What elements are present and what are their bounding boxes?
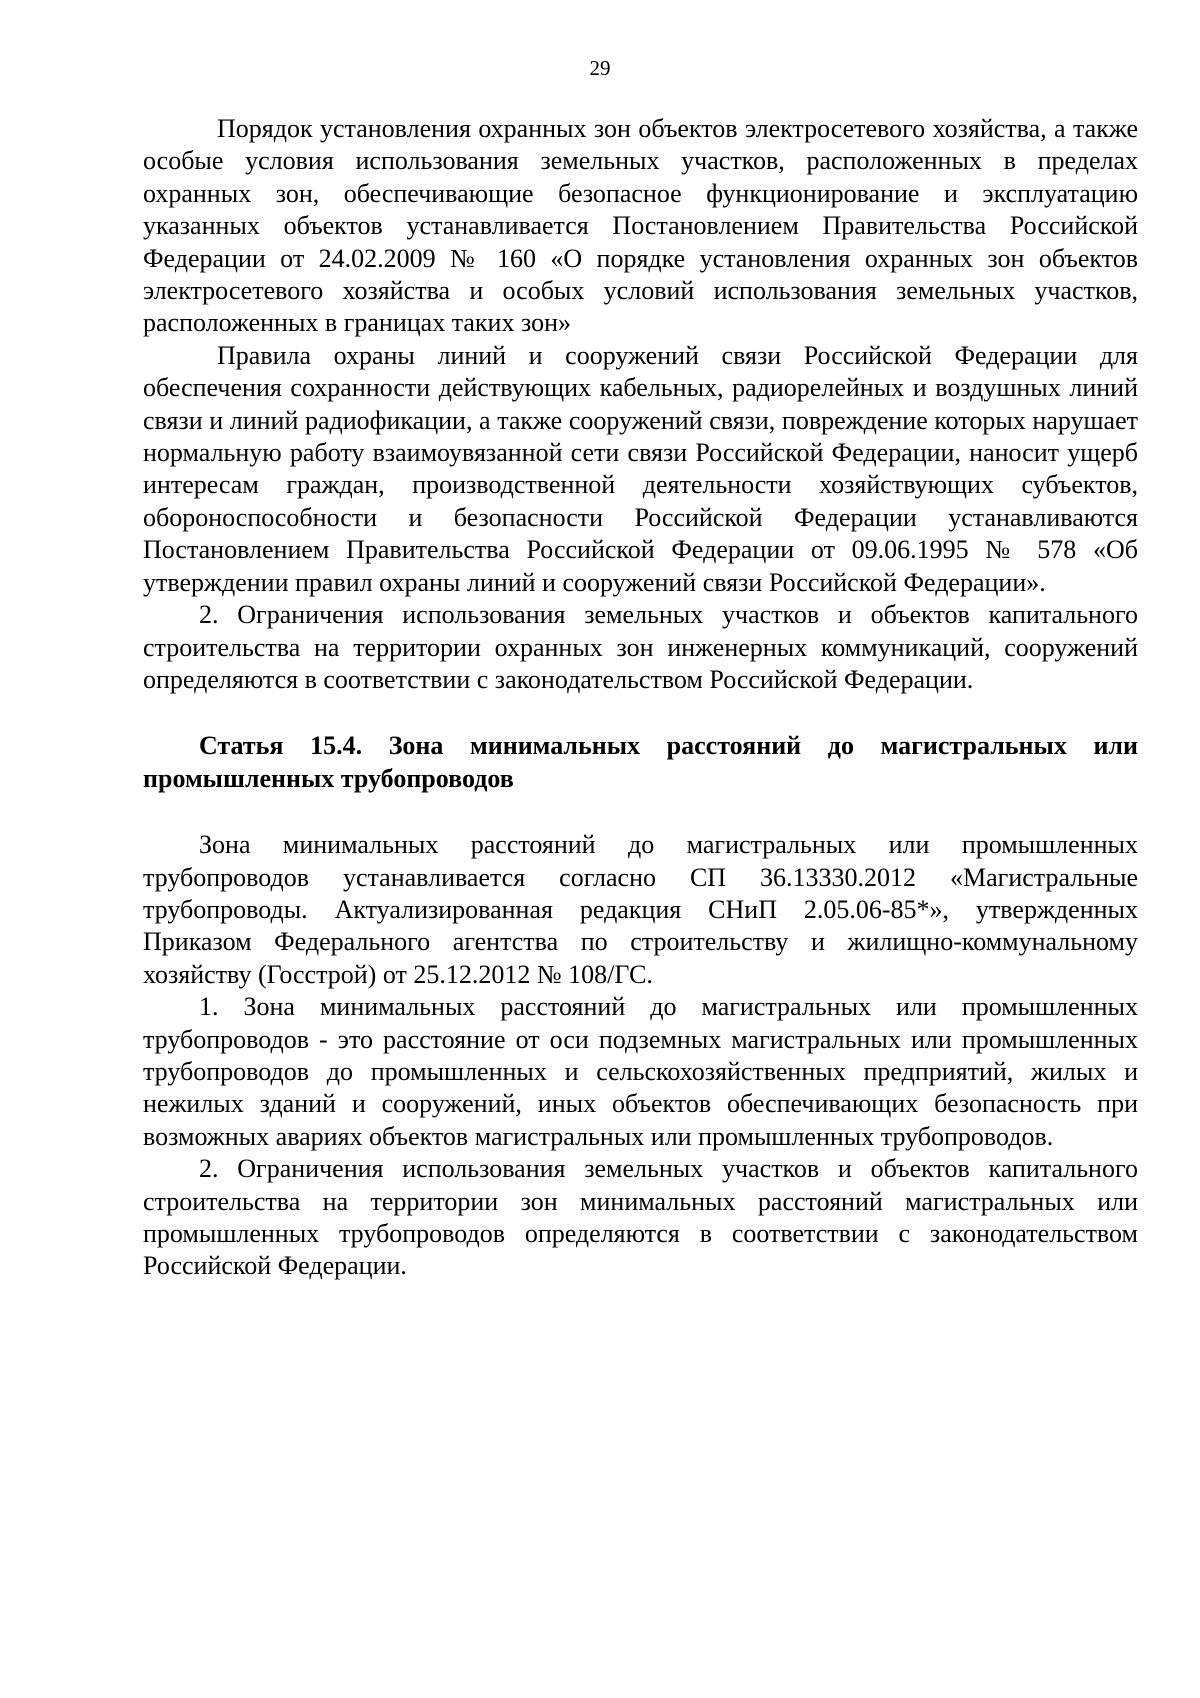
paragraph-communication-lines: Правила охраны линий и сооружений связи Российской Федерации для обеспечения сохранности действующих кабельных, радиорелейных и воздушных линий связи и линий радиофикации, а также сооружений связи, повреждение которых нарушает нормальную работу взаимоувязанной сети связи Российской Федерации, наносит ущерб интересам граждан, производственной деятельности хозяйствующих субъектов, обороноспособности и безопасности Российской Федерации устанавливаются Постановлением Правительства Российской Федерации от 09.06.1995 № 578 «Об утверждении правил охраны линий и сооружений связи Российской Федерации». (143, 340, 1138, 597)
article-heading: Статья 15.4. Зона минимальных расстояний до магистральных или промышленных трубопроводов (143, 731, 1138, 793)
paragraph-pipeline-zone-definition: 1. Зона минимальных расстояний до магистральных или промышленных трубопроводов - это расстояние от оси подземных магистральных или промышленных трубопроводов до промышленных и сельскохозяйственных предприятий, жилых и нежилых зданий и сооружений, иных объектов обеспечивающих безопасность при возможных авариях объектов магистральных или промышленных трубопроводов. (143, 992, 1138, 1151)
document-body (143, 113, 1138, 1283)
paragraph-pipeline-zone-intro: Зона минимальных расстояний до магистральных или промышленных трубопроводов устанавливается согласно СП 36.13330.2012 «Магистральные трубопроводы. Актуализированная редакция СНиП 2.05.06-85*», утвержденных Приказом Федерального агентства по строительству и жилищно-коммунальному хозяйству (Госстрой) от 25.12.2012 № 108/ГС. (143, 830, 1138, 989)
paragraph-restrictions-utilities: 2. Ограничения использования земельных участков и объектов капитального строительства на территории охранных зон инженерных коммуникаций, сооружений определяются в соответствии с законодательством Российской Федерации. (143, 600, 1138, 694)
paragraph-power-grid-zones: Порядок установления охранных зон объектов электросетевого хозяйства, а также особые условия использования земельных участков, расположенных в пределах охранных зон, обеспечивающие безопасное функционирование и эксплуатацию указанных объектов устанавливается Постановлением Правительства Российской Федерации от 24.02.2009 № 160 «О порядке установления охранных зон объектов электросетевого хозяйства и особых условий использования земельных участков, расположенных в границах таких зон» (143, 114, 1138, 338)
paragraph-pipeline-restrictions: 2. Ограничения использования земельных участков и объектов капитального строительства на территории зон минимальных расстояний магистральных или промышленных трубопроводов определяются в соответствии с законодательством Российской Федерации. (143, 1154, 1138, 1281)
page-number: 29 (589, 56, 611, 80)
